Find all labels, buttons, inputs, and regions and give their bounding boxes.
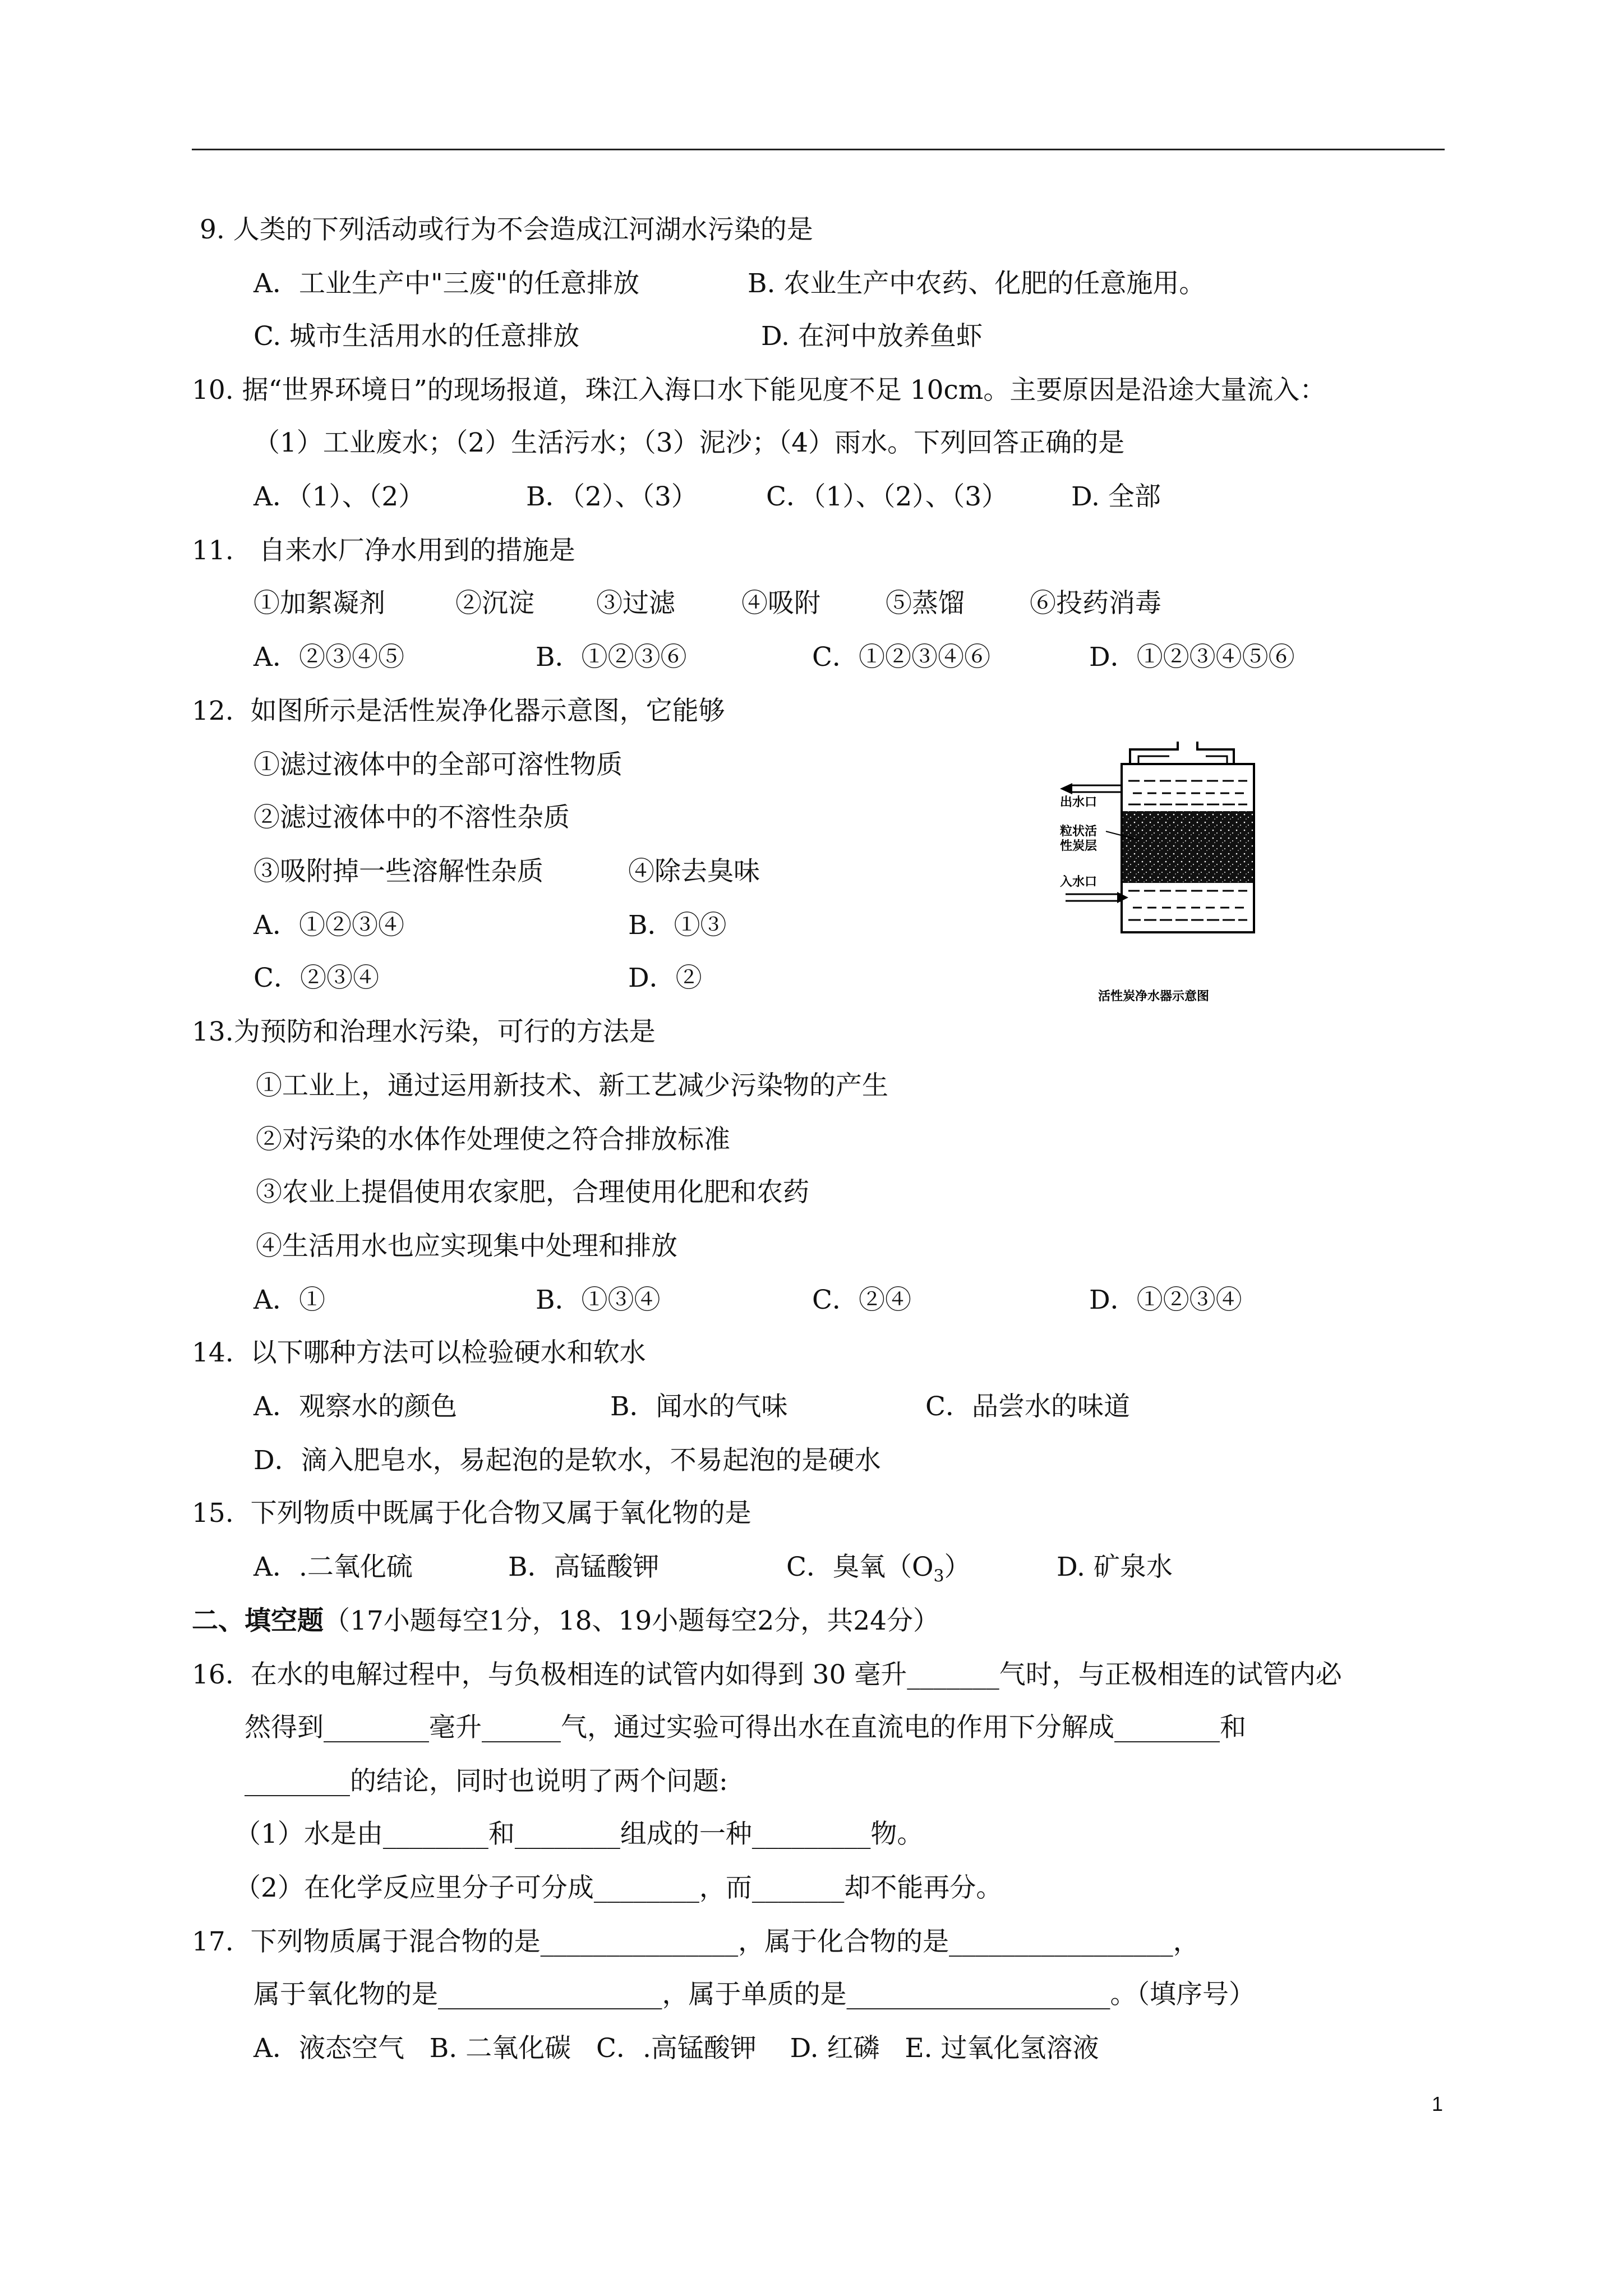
q13-statement-1: ①工业上，通过运用新技术、新工艺减少污染物的产生 [256,1070,888,1101]
q10-line2: （1）工业废水；（2）生活污水；（3）泥沙；（4）雨水。下列回答正确的是 [253,427,1125,458]
q11-option-c: C．①②③④⑥ [812,642,990,673]
q14-stem: 14. 以下哪种方法可以检验硬水和软水 [192,1337,646,1368]
outlet-arrow-icon [1060,783,1072,794]
q11-stem: 11. 自来水厂净水用到的措施是 [192,535,575,566]
q11-item-4: ④吸附 [741,588,820,619]
q16-line-3: ________的结论，同时也说明了两个问题: [245,1766,728,1797]
q15-option-c: C．臭氧$(O_3)$ [786,1552,971,1586]
q12-option-a: A．①②③④ [253,910,404,941]
ozone-subscript: 3 [933,1566,944,1586]
q13-option-c: C．②④ [812,1285,911,1315]
figure-caption: 活性炭净水器示意图 [1098,990,1210,1004]
q14-option-b: B．闻水的气味 [610,1391,788,1422]
q15-option-b: B．高锰酸钾 [508,1552,660,1582]
q9-stem: 9. 人类的下列活动或行为不会造成江河湖水污染的是 [200,214,813,245]
q15-stem: 15. 下列物质中既属于化合物又属于氧化物的是 [192,1498,751,1529]
q11-item-6: ⑥投药消毒 [1030,588,1161,619]
q13-option-a: A．① [253,1285,325,1315]
q16-line-5: （2）在化学反应里分子可分成________，而_______却不能再分。 [234,1872,1003,1903]
q12-statement-3: ③吸附掉一些溶解性杂质 [253,856,543,887]
q15-option-d: D. 矿泉水 [1057,1552,1173,1582]
q11-option-b: B．①②③⑥ [536,642,687,673]
q12-option-b: B．①③ [628,910,727,941]
q9-option-c: C. 城市生活用水的任意排放 [253,321,580,352]
q11-option-a: A．②③④⑤ [253,642,404,673]
q11-item-2: ②沉淀 [455,588,534,619]
q12-statement-1: ①滤过液体中的全部可溶性物质 [253,749,623,780]
q12-statement-2: ②滤过液体中的不溶性杂质 [253,802,570,833]
section-2-title: 二、填空题 [192,1605,324,1636]
q9-option-b: B. 农业生产中农药、化肥的任意施用。 [748,268,1206,299]
q9-option-a: A．工业生产中"三废"的任意排放 [253,268,640,299]
page-number: 1 [1432,2092,1444,2115]
q10-option-a: A．（1）、（2） [253,481,425,512]
activated-carbon-layer [1123,811,1253,883]
q12-statement-4: ④除去臭味 [628,856,760,887]
q11-item-5: ⑤蒸馏 [886,588,965,619]
q17-line-2: 属于氧化物的是_________________，属于单质的是____________________。（填序号） [253,1979,1255,2010]
q17-line-3: A．液态空气 B. 二氧化碳 C．.高锰酸钾 D. 红磷 E. 过氧化氢溶液 [253,2033,1099,2064]
carbon-layer-label-1: 粒状活 [1060,825,1098,839]
q12-option-c: C．②③④ [253,963,379,993]
outlet-label: 出水口 [1060,795,1098,809]
q10-option-c: C．（1）、（2）、（3） [766,481,1008,512]
q13-option-d: D．①②③④ [1089,1285,1242,1315]
q13-statement-3: ③农业上提倡使用农家肥，合理使用化肥和农药 [256,1177,809,1208]
q16-line-1: 16. 在水的电解过程中，与负极相连的试管内如得到 30 毫升_______气时，与正极相连的试管内必 [192,1659,1342,1690]
q16-line-2: 然得到________毫升______气，通过实验可得出水在直流电的作用下分解成________和 [245,1712,1246,1743]
q15-option-a: A．.二氧化硫 [253,1552,413,1582]
carbon-layer-label-2: 性炭层 [1060,839,1098,853]
section-2-heading [192,1604,939,1638]
q11-item-3: ③过滤 [596,588,675,619]
q10-stem: 10. 据“世界环境日”的现场报道，珠江入海口水下能见度不足 10cm。主要原因是沿途大量流入： [192,375,1326,406]
q13-stem: 13.为预防和治理水污染，可行的方法是 [192,1016,656,1047]
activated-carbon-purifier-figure [1054,742,1295,1016]
q17-line-1: 17. 下列物质属于混合物的是_______________，属于化合物的是_________________， [192,1926,1200,1957]
q10-option-b: B．（2）、（3） [526,481,698,512]
q12-stem: 12. 如图所示是活性炭净化器示意图，它能够 [192,696,725,726]
q9-option-d: D. 在河中放养鱼虾 [761,321,983,352]
q13-option-b: B．①③④ [536,1285,661,1315]
q13-statement-2: ②对污染的水体作处理使之符合排放标准 [256,1124,730,1155]
q14-option-d: D．滴入肥皂水，易起泡的是软水，不易起泡的是硬水 [253,1445,881,1476]
purifier-diagram [1054,742,1295,983]
header-rule [192,149,1445,150]
inlet-label: 入水口 [1060,875,1098,889]
q14-option-c: C．品尝水的味道 [925,1391,1130,1422]
q11-item-1: ①加絮凝剂 [253,588,385,619]
q10-option-d: D. 全部 [1071,481,1161,512]
q12-option-d: D．② [628,963,702,993]
q16-line-4: （1）水是由________和________组成的一种_________物。 [234,1819,924,1849]
q13-statement-4: ④生活用水也应实现集中处理和排放 [256,1231,677,1262]
q14-option-a: A．观察水的颜色 [253,1391,457,1422]
q11-option-d: D．①②③④⑤⑥ [1089,642,1295,673]
section-2-note: （17小题每空1分，18、19小题每空2分，共24分） [324,1605,940,1636]
